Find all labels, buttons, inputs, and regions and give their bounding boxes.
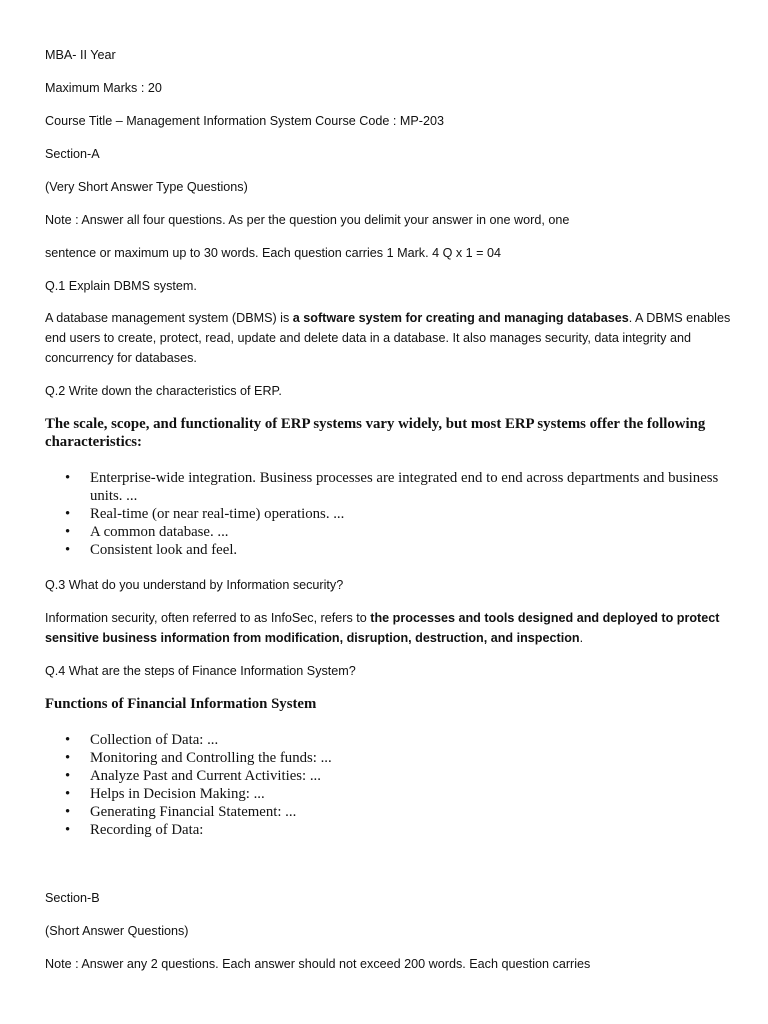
question-1: Q.1 Explain DBMS system.	[45, 279, 197, 293]
section-a-subtitle: (Very Short Answer Type Questions)	[45, 180, 248, 194]
list-item: • A common database. ...	[45, 523, 735, 541]
question-4: Q.4 What are the steps of Finance Information System?	[45, 664, 356, 678]
section-b-subtitle: (Short Answer Questions)	[45, 924, 189, 938]
answer-1-rest: . A DBMS enables end users to create, protect, read, update and delete data in a database. It also manages security, data integrity and concurrency for databases.	[45, 311, 731, 365]
answer-3-text: Information security, often referred to as InfoSec, refers to	[45, 611, 371, 625]
answer-3-bold: the processes and tools designed and deployed to protect sensitive business information from modification, disruption, destruction, and inspection	[45, 611, 720, 645]
section-a-note-line-2: sentence or maximum up to 30 words. Each question carries 1 Mark. 4 Q x 1 = 04	[45, 246, 502, 260]
fis-functions-list	[45, 731, 735, 839]
year-line: MBA- II Year	[45, 48, 116, 62]
list-item: • Enterprise-wide integration. Business processes are integrated end to end across departments and business units. ...	[45, 469, 735, 505]
section-b-note: Note : Answer any 2 questions. Each answer should not exceed 200 words. Each question carries	[45, 957, 591, 971]
list-item: • Recording of Data:	[45, 821, 735, 839]
section-a-title: Section-A	[45, 147, 100, 161]
answer-1-bold: a software system for creating and managing databases	[292, 311, 629, 325]
answer-3	[45, 608, 735, 648]
list-item: • Generating Financial Statement: ...	[45, 803, 735, 821]
list-item: • Consistent look and feel.	[45, 541, 735, 559]
question-3: Q.3 What do you understand by Information security?	[45, 578, 344, 592]
list-item: • Analyze Past and Current Activities: ...	[45, 767, 735, 785]
erp-characteristics-list	[45, 469, 735, 559]
section-a-note-line-1: Note : Answer all four questions. As per the question you delimit your answer in one word, one	[45, 213, 570, 227]
fis-heading: Functions of Financial Information System	[45, 696, 317, 712]
list-item: • Monitoring and Controlling the funds: ...	[45, 749, 735, 767]
max-marks-line: Maximum Marks : 20	[45, 81, 162, 95]
list-item: • Helps in Decision Making: ...	[45, 785, 735, 803]
section-b-title: Section-B	[45, 891, 100, 905]
list-item: • Collection of Data: ...	[45, 731, 735, 749]
answer-1-text: A database management system (DBMS) is	[45, 311, 293, 325]
course-title-line: Course Title – Management Information System Course Code : MP-203	[45, 114, 444, 128]
list-item: • Real-time (or near real-time) operations. ...	[45, 505, 735, 523]
erp-heading: The scale, scope, and functionality of ERP systems vary widely, but most ERP systems offer the following characteristics:	[45, 416, 706, 450]
answer-1	[45, 308, 735, 368]
question-2: Q.2 Write down the characteristics of ERP.	[45, 384, 282, 398]
answer-3-rest: .	[579, 631, 584, 645]
